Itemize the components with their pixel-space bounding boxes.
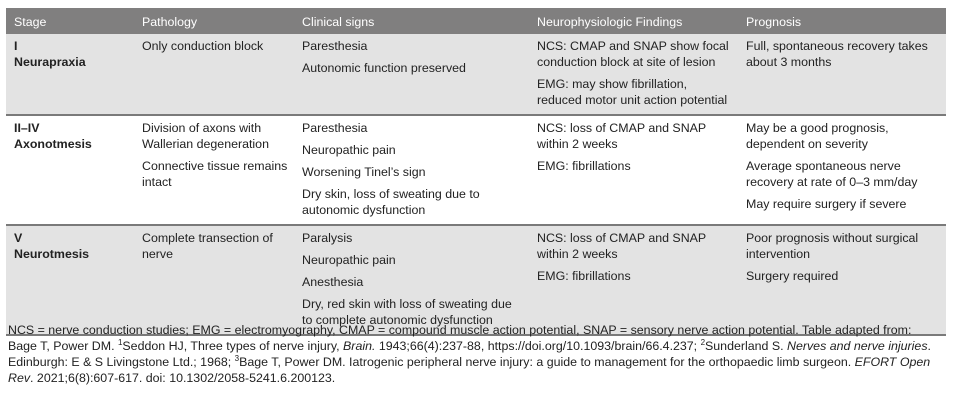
- header-stage: Stage: [14, 14, 47, 29]
- clinical-sign-item: Anesthesia: [302, 275, 364, 289]
- neuro-findings-cell: [529, 34, 738, 115]
- pathology-item: Division of axons with Wallerian degeneration: [142, 121, 269, 151]
- prognosis-item: Full, spontaneous recovery takes about 3 months: [746, 39, 928, 69]
- stage-name: Axonotmesis: [14, 137, 92, 151]
- footnote-abbreviations: NCS = nerve conduction studies; EMG = electromyography, CMAP = compound muscle action potential, SNAP = sensory nerve action potential. Table adapted from: Bage T, Power DM.: [8, 323, 912, 353]
- pathology-item: Connective tissue remains intact: [142, 159, 288, 189]
- prognosis-item: May be a good prognosis, dependent on severity: [746, 121, 889, 151]
- header-prognosis: Prognosis: [746, 14, 802, 29]
- footnote-journal: EFORT Open Rev: [8, 355, 931, 385]
- clinical-sign-item: Paralysis: [302, 231, 353, 245]
- footnote-ref-text: . Edinburgh: E & S Livingstone Ltd.; 1968;: [8, 339, 931, 369]
- footnote-ref-text: 1943;66(4):237-88, https://doi.org/10.1093/brain/66.4.237;: [375, 339, 701, 353]
- stage-name: Neurotmesis: [14, 247, 90, 261]
- pathology-cell: [134, 225, 294, 335]
- neuro-finding-item: EMG: may show fibrillation, reduced motor unit action potential: [537, 77, 728, 107]
- stage-name: Neurapraxia: [14, 55, 86, 69]
- pathology-item: Complete transection of nerve: [142, 231, 273, 261]
- clinical-signs-cell: [294, 225, 529, 335]
- clinical-sign-item: Neuropathic pain: [302, 253, 396, 267]
- clinical-sign-item: Paresthesia: [302, 121, 368, 135]
- footnote-ref-text: Bage T, Power DM. Iatrogenic peripheral nerve injury: a guide to management for the orthopaedic limb surgeon.: [239, 355, 855, 369]
- stage-number: II–IV: [14, 121, 40, 135]
- table-row: [6, 225, 946, 335]
- table-header-row: [6, 8, 946, 34]
- footnote-superscript: 1: [117, 337, 123, 347]
- clinical-sign-item: Worsening Tinel’s sign: [302, 165, 426, 179]
- pathology-cell: [134, 34, 294, 115]
- neuro-finding-item: EMG: fibrillations: [537, 159, 631, 173]
- neuro-findings-cell: [529, 225, 738, 335]
- neuro-finding-item: NCS: CMAP and SNAP show focal conduction block at site of lesion: [537, 39, 729, 69]
- neuro-finding-item: NCS: loss of CMAP and SNAP within 2 weeks: [537, 121, 706, 151]
- footnote-journal: Brain.: [343, 339, 376, 353]
- neuro-finding-item: EMG: fibrillations: [537, 269, 631, 283]
- clinical-sign-item: Autonomic function preserved: [302, 61, 466, 75]
- neuro-findings-cell: [529, 115, 738, 225]
- prognosis-cell: [738, 34, 946, 115]
- nerve-injury-table: [6, 8, 946, 336]
- header-neurophysiologic-findings: Neurophysiologic Findings: [537, 14, 683, 29]
- neuro-finding-item: NCS: loss of CMAP and SNAP within 2 weeks: [537, 231, 706, 261]
- footnote-ref-text: . 2021;6(8):607-617. doi: 10.1302/2058-5241.6.200123.: [30, 371, 336, 385]
- table-row: [6, 115, 946, 225]
- clinical-sign-item: Neuropathic pain: [302, 143, 396, 157]
- pathology-item: Only conduction block: [142, 39, 264, 53]
- clinical-sign-item: Paresthesia: [302, 39, 368, 53]
- clinical-sign-item: Dry, red skin with loss of sweating due to complete autonomic dysfunction: [302, 297, 512, 327]
- header-clinical-signs: Clinical signs: [302, 14, 375, 29]
- header-pathology: Pathology: [142, 14, 198, 29]
- footnote-ref-text: Sunderland S.: [705, 339, 788, 353]
- prognosis-item: Surgery required: [746, 269, 839, 283]
- stage-cell: [6, 115, 134, 225]
- stage-cell: [6, 34, 134, 115]
- clinical-sign-item: Dry skin, loss of sweating due to autonomic dysfunction: [302, 187, 480, 217]
- clinical-signs-cell: [294, 34, 529, 115]
- prognosis-cell: [738, 115, 946, 225]
- table-footnote: [8, 322, 943, 386]
- prognosis-item: May require surgery if severe: [746, 197, 907, 211]
- stage-number: V: [14, 231, 23, 245]
- table-row: [6, 34, 946, 115]
- footnote-ref-text: Seddon HJ, Three types of nerve injury,: [122, 339, 344, 353]
- pathology-cell: [134, 115, 294, 225]
- footnote-superscript: 3: [234, 353, 240, 363]
- prognosis-item: Poor prognosis without surgical intervention: [746, 231, 919, 261]
- footnote-superscript: 2: [700, 337, 706, 347]
- stage-cell: [6, 225, 134, 335]
- prognosis-cell: [738, 225, 946, 335]
- stage-number: I: [14, 39, 18, 53]
- prognosis-item: Average spontaneous nerve recovery at rate of 0–3 mm/day: [746, 159, 918, 189]
- footnote-book-title: Nerves and nerve injuries: [787, 339, 928, 353]
- clinical-signs-cell: [294, 115, 529, 225]
